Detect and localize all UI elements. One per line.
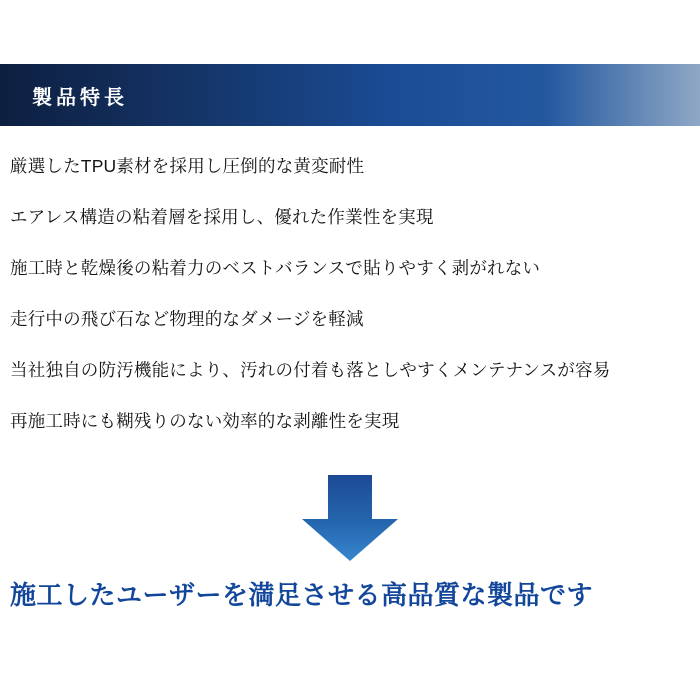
arrow-container <box>0 470 700 565</box>
section-header-banner <box>0 64 700 126</box>
page-title: 製品特長 <box>32 86 128 109</box>
list-item <box>0 140 700 191</box>
list-item <box>0 395 700 446</box>
list-item <box>0 293 700 344</box>
feature-text: 当社独自の防汚機能により、汚れの付着も落としやすくメンテナンスが容易 <box>10 360 611 380</box>
feature-text: 再施工時にも糊残りのない効率的な剥離性を実現 <box>10 411 400 431</box>
feature-text: 走行中の飛び石など物理的なダメージを軽減 <box>10 309 364 329</box>
feature-text: 施工時と乾燥後の粘着力のベストバランスで貼りやすく剥がれない <box>10 258 541 278</box>
down-arrow-icon <box>302 475 398 561</box>
feature-list <box>0 140 700 446</box>
feature-text: 厳選したTPU素材を採用し圧倒的な黄変耐性 <box>10 156 365 176</box>
list-item <box>0 242 700 293</box>
conclusion-block <box>0 575 700 612</box>
conclusion-text: 施工したユーザーを満足させる高品質な製品です <box>10 580 594 610</box>
feature-text: エアレス構造の粘着層を採用し、優れた作業性を実現 <box>10 207 434 227</box>
list-item <box>0 344 700 395</box>
list-item <box>0 191 700 242</box>
